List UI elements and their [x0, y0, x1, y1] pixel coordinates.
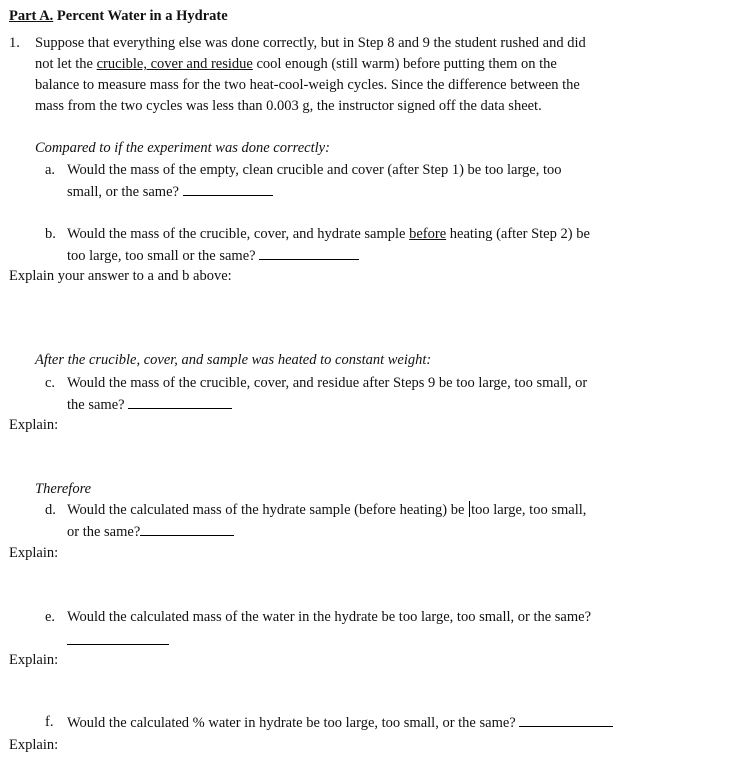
qb-line1-post: heating (after Step 2) be: [446, 226, 590, 242]
qd-letter: d.: [45, 502, 56, 518]
after-heading: After the crucible, cover, and sample was heated to constant weight:: [35, 352, 432, 368]
explain-ab: Explain your answer to a and b above:: [9, 268, 232, 284]
qb-letter: b.: [45, 226, 56, 242]
explain-f: Explain:: [9, 737, 59, 753]
qc-answer-blank[interactable]: [128, 394, 232, 409]
q1-line4: mass from the two cycles was less than 0.003 g, the instructor signed off the data sheet.: [35, 98, 542, 114]
q1-line3: balance to measure mass for the two heat-cool-weigh cycles. Since the difference between the: [35, 77, 580, 93]
qc-line2: [67, 394, 232, 415]
qd-line2: [67, 521, 234, 542]
qe-letter: e.: [45, 609, 56, 625]
qb-line1-pre: Would the mass of the crucible, cover, and hydrate sample: [67, 226, 410, 242]
qb-underlined-word: before: [409, 226, 447, 242]
qb-answer-blank[interactable]: [259, 245, 359, 260]
explain-c: Explain:: [9, 417, 59, 433]
qa-line2-text: small, or the same?: [67, 184, 183, 200]
qf-line1: [67, 712, 613, 733]
qc-letter: c.: [45, 375, 56, 391]
qc-line1: Would the mass of the crucible, cover, and residue after Steps 9 be too large, too small, or: [67, 375, 588, 391]
therefore-heading: Therefore: [35, 481, 92, 497]
qf-answer-blank[interactable]: [519, 712, 613, 727]
part-label: Part A.: [9, 8, 54, 24]
qe-line1: Would the calculated mass of the water in the hydrate be too large, too small, or the same?: [67, 609, 592, 625]
compared-heading: Compared to if the experiment was done correctly:: [35, 140, 330, 156]
qf-letter: f.: [45, 714, 54, 730]
qc-line2-text: the same?: [67, 397, 129, 413]
qa-letter: a.: [45, 162, 56, 178]
qe-answer-line: [67, 630, 169, 651]
q1-line1: Suppose that everything else was done correctly, but in Step 8 and 9 the student rushed and did: [35, 35, 586, 51]
qd-answer-blank[interactable]: [140, 521, 234, 536]
qb-line1: [67, 224, 590, 244]
part-title-text: Percent Water in a Hydrate: [53, 8, 228, 24]
qd-line1-post: too large, too small,: [471, 502, 587, 518]
qb-line2-text: too large, too small or the same?: [67, 248, 260, 264]
qd-line1: [67, 500, 586, 520]
qb-line2: [67, 245, 359, 266]
qe-answer-blank[interactable]: [67, 630, 169, 645]
text-cursor: [469, 501, 470, 517]
qa-line1: Would the mass of the empty, clean crucible and cover (after Step 1) be too large, too: [67, 162, 562, 178]
qf-line1-text: Would the calculated % water in hydrate be too large, too small, or the same?: [67, 715, 520, 731]
q1-line2: [35, 54, 557, 74]
qd-line2-text: or the same?: [67, 524, 141, 540]
part-title: [9, 6, 228, 26]
qa-answer-blank[interactable]: [183, 181, 273, 196]
qa-line2: [67, 181, 273, 202]
q1-line2-pre: not let the: [35, 56, 97, 72]
q1-number: 1.: [9, 35, 20, 51]
q1-underlined-phrase: crucible, cover and residue: [96, 56, 253, 72]
explain-e: Explain:: [9, 652, 59, 668]
explain-d: Explain:: [9, 545, 59, 561]
qd-line1-pre: Would the calculated mass of the hydrate sample (before heating) be: [67, 502, 469, 518]
q1-line2-post: cool enough (still warm) before putting them on the: [252, 56, 557, 72]
